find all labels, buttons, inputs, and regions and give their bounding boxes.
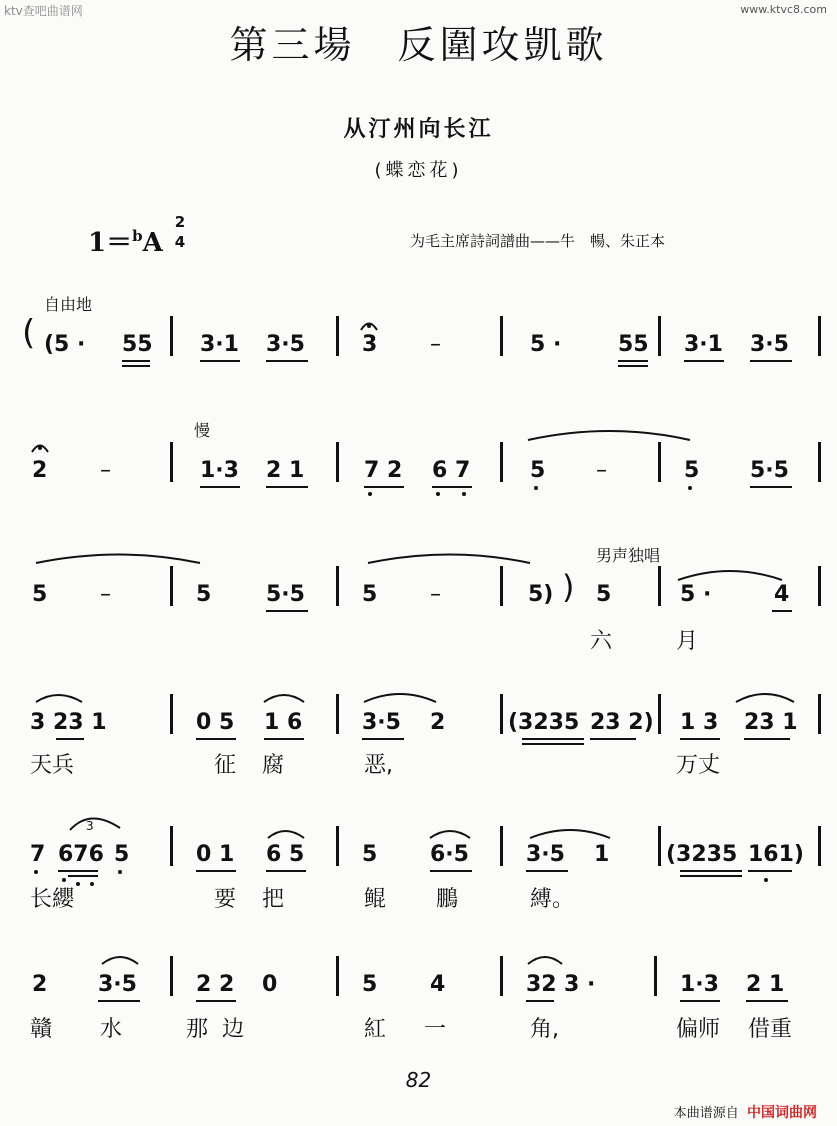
slur-arc — [70, 818, 120, 830]
note-group: 32 — [526, 972, 557, 997]
note-group: 6 5 — [266, 842, 305, 867]
note-group: 3·5 — [266, 332, 305, 357]
note-group: – — [430, 582, 441, 607]
lyric: 偏师 — [676, 1017, 721, 1042]
meter-top: 2 — [174, 213, 186, 231]
note-group: 5 — [196, 582, 212, 607]
page-title: 第三場 反圍攻凱歌 — [229, 23, 608, 67]
watermark-left: ktv查吧曲谱网 — [4, 4, 83, 18]
song-title: 从汀州向长江 — [343, 117, 494, 142]
time-signature — [172, 212, 188, 252]
slur-arc — [528, 957, 562, 964]
note-group: 5 — [684, 458, 700, 483]
lyric: 长纓 — [30, 887, 75, 912]
note-group: 5 — [114, 842, 130, 867]
note-group: ) — [562, 568, 575, 606]
note-group: 4 — [430, 972, 446, 997]
key-prefix: 1＝ — [88, 228, 133, 258]
slur-arc — [102, 957, 138, 964]
slur-arc — [268, 831, 304, 838]
tempo-mark-slow: 慢 — [194, 421, 211, 440]
lyric: 鵬 — [436, 887, 459, 912]
lyric: 那边 — [186, 1017, 259, 1042]
note-group: 5 — [530, 458, 546, 483]
note-group: 1·3 — [200, 458, 239, 483]
tune-name: (蝶恋花) — [374, 160, 463, 181]
slur-arc — [36, 695, 82, 702]
note-group: 5 — [596, 582, 612, 607]
note-group: 3·5 — [750, 332, 789, 357]
triplet-mark: 3 — [86, 819, 94, 833]
lyric: 紅 — [364, 1017, 387, 1042]
page-number: 82 — [405, 1068, 432, 1092]
note-group: 5·5 — [750, 458, 789, 483]
note-group: 5 — [32, 582, 48, 607]
fermata-dot — [38, 446, 42, 450]
fermata-mark — [32, 446, 48, 453]
note-group: 1·3 — [680, 972, 719, 997]
note-group: 3·5 — [526, 842, 565, 867]
meter-bottom: 4 — [174, 233, 186, 251]
note-group: – — [596, 458, 607, 483]
lyric: 水 — [100, 1017, 123, 1042]
tie-arc — [368, 555, 530, 564]
key-letter: A — [142, 228, 163, 258]
note-group: 2 2 — [196, 972, 235, 997]
male-solo-mark: 男声独唱 — [596, 546, 661, 565]
note-group: 5 — [362, 582, 378, 607]
lyric: 征腐 — [214, 753, 311, 778]
note-group: 161) — [748, 842, 804, 867]
note-group: – — [100, 582, 111, 607]
note-group: 3·5 — [362, 710, 401, 735]
note-group: 55 — [618, 332, 649, 357]
note-group: 7 2 — [364, 458, 403, 483]
slur-arc — [678, 571, 782, 580]
composer-credit: 为毛主席詩詞譜曲——牛 暢、朱正本 — [410, 232, 666, 250]
note-group: 2 — [32, 972, 48, 997]
note-group: 1 6 — [264, 710, 303, 735]
lyric: 鲲 — [364, 887, 387, 912]
note-group: 4 — [774, 582, 790, 607]
lyric: 贛 — [30, 1017, 53, 1042]
note-group: 2 1 — [266, 458, 305, 483]
note-group: (5 · — [44, 332, 86, 357]
note-group: 676 — [58, 842, 104, 867]
lyric: 万丈 — [676, 753, 721, 778]
tie-arc — [528, 431, 690, 440]
lyric: 一 — [424, 1017, 447, 1042]
note-group: 7 — [30, 842, 46, 867]
note-group: 5) — [528, 582, 554, 607]
lyric: 六 — [590, 629, 613, 654]
watermark-right: www.ktvc8.com — [740, 3, 827, 16]
note-group: 5 — [362, 972, 378, 997]
source-site[interactable]: 中国词曲网 — [747, 1105, 817, 1121]
lyric: 月 — [676, 629, 699, 654]
lyric: 要把 — [214, 887, 311, 912]
note-group: 23 2) — [590, 710, 654, 735]
tie-arc — [36, 555, 200, 564]
note-group: 0 1 — [196, 842, 235, 867]
lyric: 天兵 — [30, 753, 75, 778]
note-group: 3 — [362, 332, 378, 357]
flat-sign: b — [132, 227, 143, 245]
source-prefix: 本曲谱源自 — [673, 1106, 739, 1121]
note-group: 0 — [262, 972, 278, 997]
note-group: ( — [22, 313, 36, 353]
note-group: 23 1 — [744, 710, 798, 735]
note-group: 3·1 — [684, 332, 723, 357]
note-group: 2 — [32, 458, 48, 483]
note-group: 3·5 — [98, 972, 137, 997]
note-group: – — [430, 332, 441, 357]
note-group: – — [100, 458, 111, 483]
note-group: 3 23 1 — [30, 710, 107, 735]
slur-arc — [736, 694, 794, 702]
lyric: 恶, — [364, 753, 393, 778]
fermata-dot — [367, 324, 371, 328]
lyric: 借重 — [748, 1017, 793, 1042]
note-group: 2 1 — [746, 972, 785, 997]
note-group: 5 · — [530, 332, 562, 357]
lyric: 縛。 — [530, 887, 575, 912]
fermata-mark — [361, 324, 377, 331]
slur-arc — [364, 694, 436, 702]
note-group: 5 · — [680, 582, 712, 607]
note-group: 6 7 — [432, 458, 471, 483]
note-group: 1 — [594, 842, 610, 867]
note-group: (3235 — [508, 710, 580, 735]
note-group: 3 · — [564, 972, 596, 997]
note-group: 5·5 — [266, 582, 305, 607]
note-group: 6·5 — [430, 842, 469, 867]
lyric: 角, — [530, 1017, 559, 1042]
slur-arc — [530, 830, 610, 838]
slur-arc — [430, 831, 470, 838]
note-group: 55 — [122, 332, 153, 357]
note-group: 1 3 — [680, 710, 719, 735]
note-group: 5 — [362, 842, 378, 867]
note-group: (3235 — [666, 842, 738, 867]
note-group: 2 — [430, 710, 446, 735]
key-signature — [88, 222, 163, 259]
note-group: 0 5 — [196, 710, 235, 735]
tempo-mark-free: 自由地 — [44, 295, 93, 314]
source-credit — [674, 1102, 817, 1122]
slur-arc — [264, 695, 304, 702]
note-group: 3·1 — [200, 332, 239, 357]
